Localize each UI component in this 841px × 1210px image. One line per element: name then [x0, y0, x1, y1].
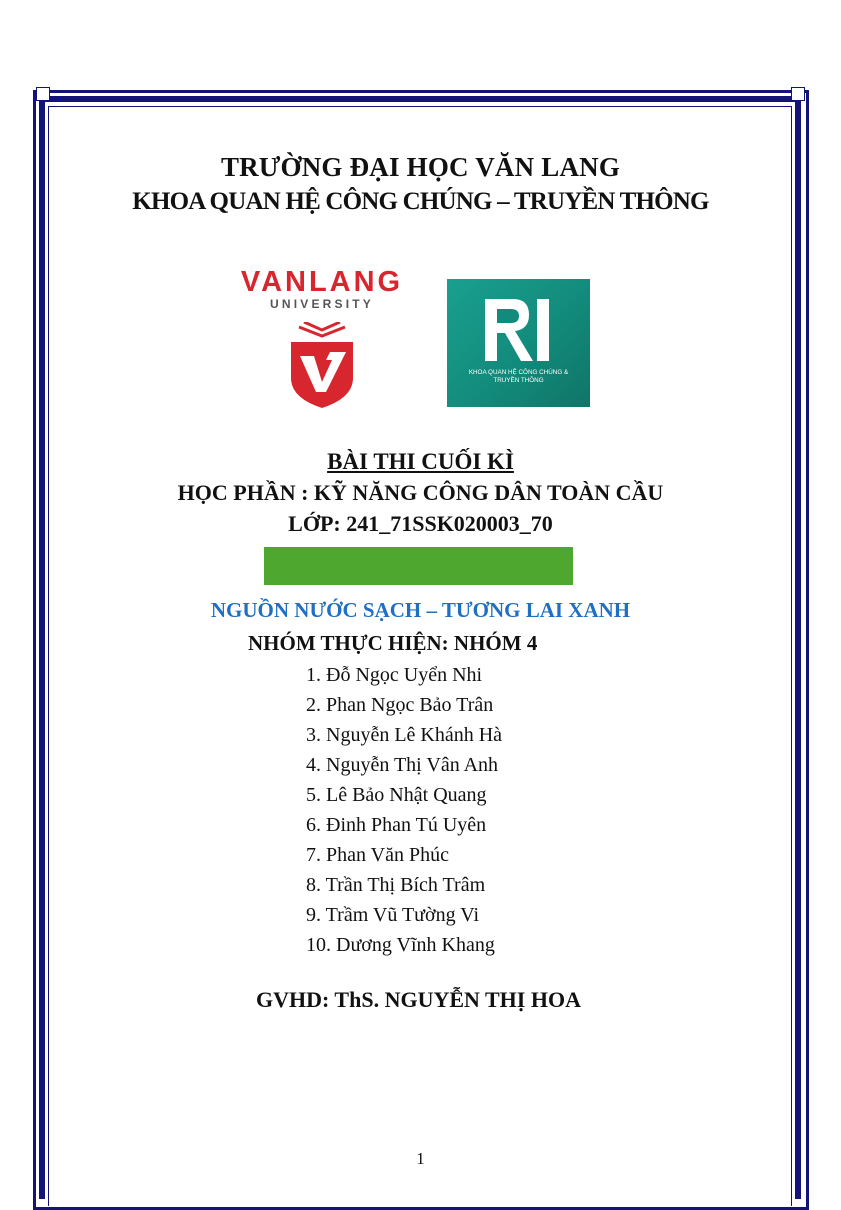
highlight-bar [264, 547, 573, 585]
topic-title: NGUỒN NƯỚC SẠCH – TƯƠNG LAI XANH [210, 598, 631, 622]
vanlang-shield-icon [286, 322, 358, 408]
faculty-logo-caption [447, 369, 590, 385]
member-item: 2. Phan Ngọc Bảo Trân [306, 694, 494, 716]
faculty-logo-caption-line1: KHOA QUAN HỆ CÔNG CHÚNG & [468, 369, 569, 376]
class-code: LỚP: 241_71SSK020003_70 [288, 511, 553, 536]
group-title: NHÓM THỰC HIỆN: NHÓM 4 [248, 631, 538, 655]
supervisor-line: GVHD: ThS. NGUYỄN THỊ HOA [256, 987, 581, 1012]
member-item: 4. Nguyễn Thị Vân Anh [306, 754, 499, 776]
member-item: 6. Đinh Phan Tú Uyên [306, 814, 487, 836]
member-item: 7. Phan Văn Phúc [306, 844, 449, 866]
member-item: 10. Dương Vĩnh Khang [306, 934, 495, 956]
page-border-right [795, 99, 801, 1199]
border-corner-top-right [791, 87, 805, 101]
faculty-logo-mark-icon [481, 295, 553, 367]
member-item: 5. Lê Bảo Nhật Quang [306, 784, 487, 806]
member-list [306, 660, 502, 960]
university-title: TRƯỜNG ĐẠI HỌC VĂN LANG [220, 152, 621, 182]
page-border-top [42, 96, 798, 102]
page-number: 1 [416, 1149, 425, 1168]
border-corner-top-left [36, 87, 50, 101]
member-item: 1. Đỗ Ngọc Uyển Nhi [306, 664, 483, 686]
page-border-left [39, 99, 45, 1199]
member-item: 9. Trầm Vũ Tường Vi [306, 904, 480, 926]
exam-title: BÀI THI CUỐI KÌ [327, 449, 514, 474]
vanlang-logo [236, 266, 408, 406]
vanlang-logo-wordmark: VANLANG [240, 266, 404, 298]
faculty-logo-caption-line2: TRUYỀN THÔNG [493, 377, 544, 384]
vanlang-logo-subtitle: UNIVERSITY [269, 297, 374, 311]
course-name: HỌC PHẦN : KỸ NĂNG CÔNG DÂN TOÀN CẦU [177, 480, 664, 505]
member-item: 3. Nguyễn Lê Khánh Hà [306, 724, 503, 746]
page-border-inner [48, 106, 792, 1206]
faculty-title: KHOA QUAN HỆ CÔNG CHÚNG – TRUYỀN THÔNG [132, 188, 709, 215]
member-item: 8. Trần Thị Bích Trâm [306, 874, 486, 896]
faculty-logo [447, 279, 590, 407]
